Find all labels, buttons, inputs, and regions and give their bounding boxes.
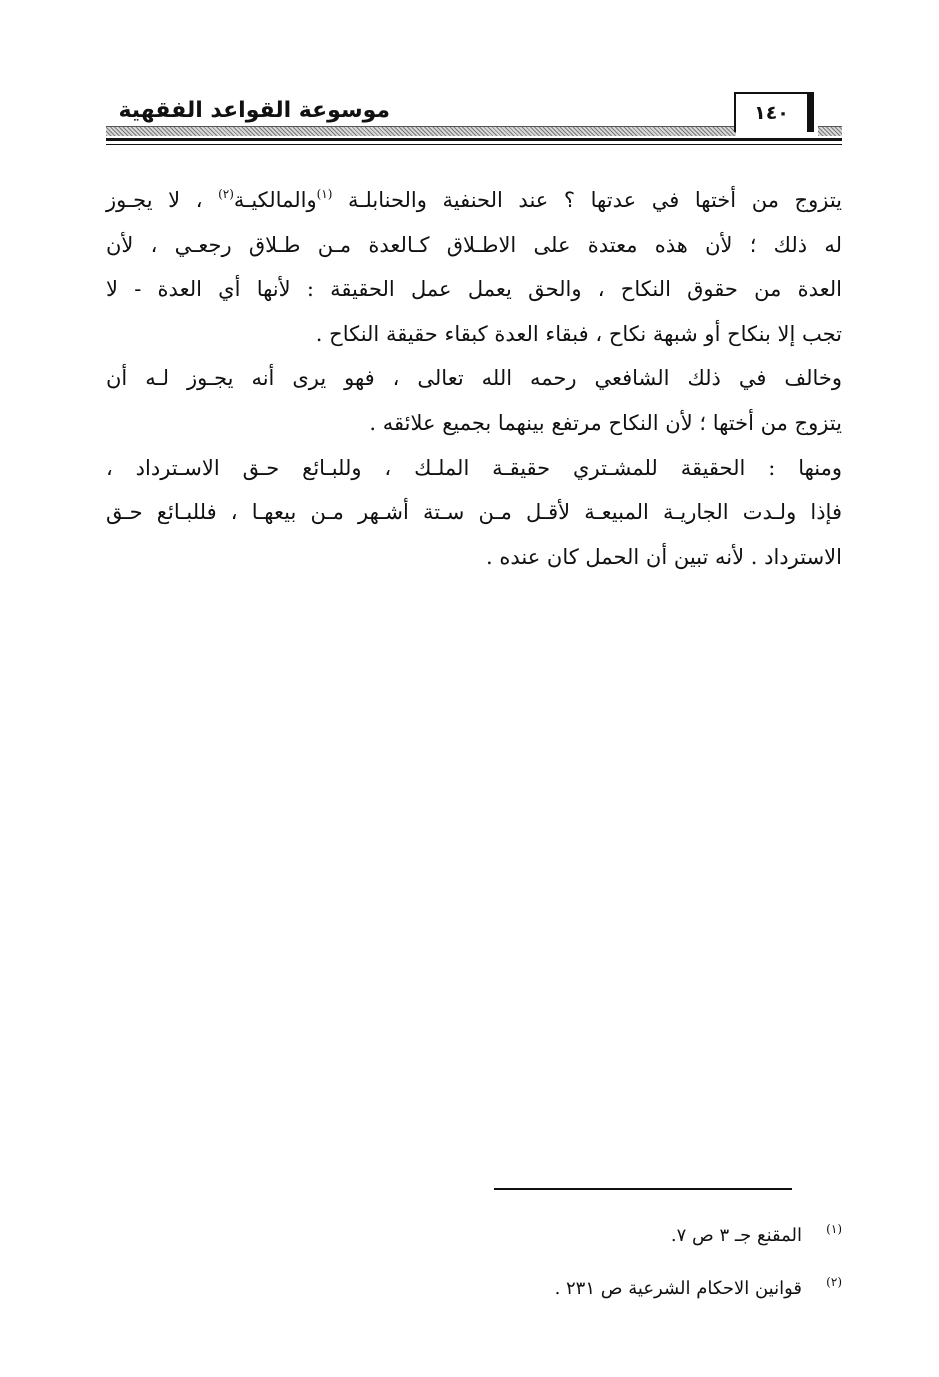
header-decorative-band	[106, 126, 736, 136]
text-line-2: له ذلك ؛ لأن هذه معتدة على الاطـلاق كـالعدة مـن طـلاق رجعـي ، لأن	[106, 232, 842, 257]
header-decorative-band-right	[818, 126, 842, 136]
footnote-number: (١)	[826, 1222, 842, 1236]
footnote-2	[400, 1259, 842, 1312]
footnote-ref-1[interactable]: (١)	[316, 187, 333, 201]
body-text	[106, 178, 842, 579]
text-line-8: فإذا ولـدت الجاريـة المبيعـة لأقـل مـن سـتة أشـهر مـن بيعهـا ، فللبـائع حـق	[106, 500, 842, 525]
page-header	[106, 92, 842, 154]
text-segment: ، لا يجـوز	[106, 188, 219, 212]
page-number: ١٤٠	[734, 92, 814, 132]
footnote-text: قوانين الاحكام الشرعية ص ٢٣١ .	[554, 1278, 802, 1299]
text-line-5: وخالف في ذلك الشافعي رحمه الله تعالى ، فهو يرى أنه يجـوز لـه أن	[106, 366, 842, 391]
text-line-7: ومنها : الحقيقة للمشـتري حقيقـة الملـك ، وللبـائع حـق الاسـترداد ،	[106, 455, 842, 480]
footnote-number: (٢)	[826, 1275, 842, 1289]
text-segment: والمالكيـة	[233, 188, 317, 212]
text-line-1	[106, 178, 842, 223]
text-line-9: الاسترداد . لأنه تبين أن الحمل كان عنده .	[485, 544, 842, 569]
text-line-6: يتزوج من أختها ؛ لأن النكاح مرتفع بينهما بجميع علائقه .	[369, 410, 842, 435]
text-segment: يتزوج من أختها في عدتها ؟ عند الحنفية والحنابلـة	[332, 188, 842, 212]
footnote-ref-2[interactable]: (٢)	[218, 187, 234, 201]
header-rule-thin	[106, 144, 842, 145]
footnote-1	[400, 1206, 842, 1259]
footnote-separator	[494, 1188, 792, 1190]
text-line-4: تجب إلا بنكاح أو شبهة نكاح ، فبقاء العدة كبقاء حقيقة النكاح .	[315, 321, 842, 346]
footnote-text: المقنع جـ ٣ ص ٧.	[670, 1225, 802, 1246]
text-line-3: العدة من حقوق النكاح ، والحق يعمل عمل الحقيقة : لأنها أي العدة - لا	[106, 277, 842, 302]
header-rule-thick	[106, 138, 842, 141]
running-title: موسوعة القواعد الفقهية	[118, 98, 390, 123]
footnotes	[400, 1206, 842, 1312]
